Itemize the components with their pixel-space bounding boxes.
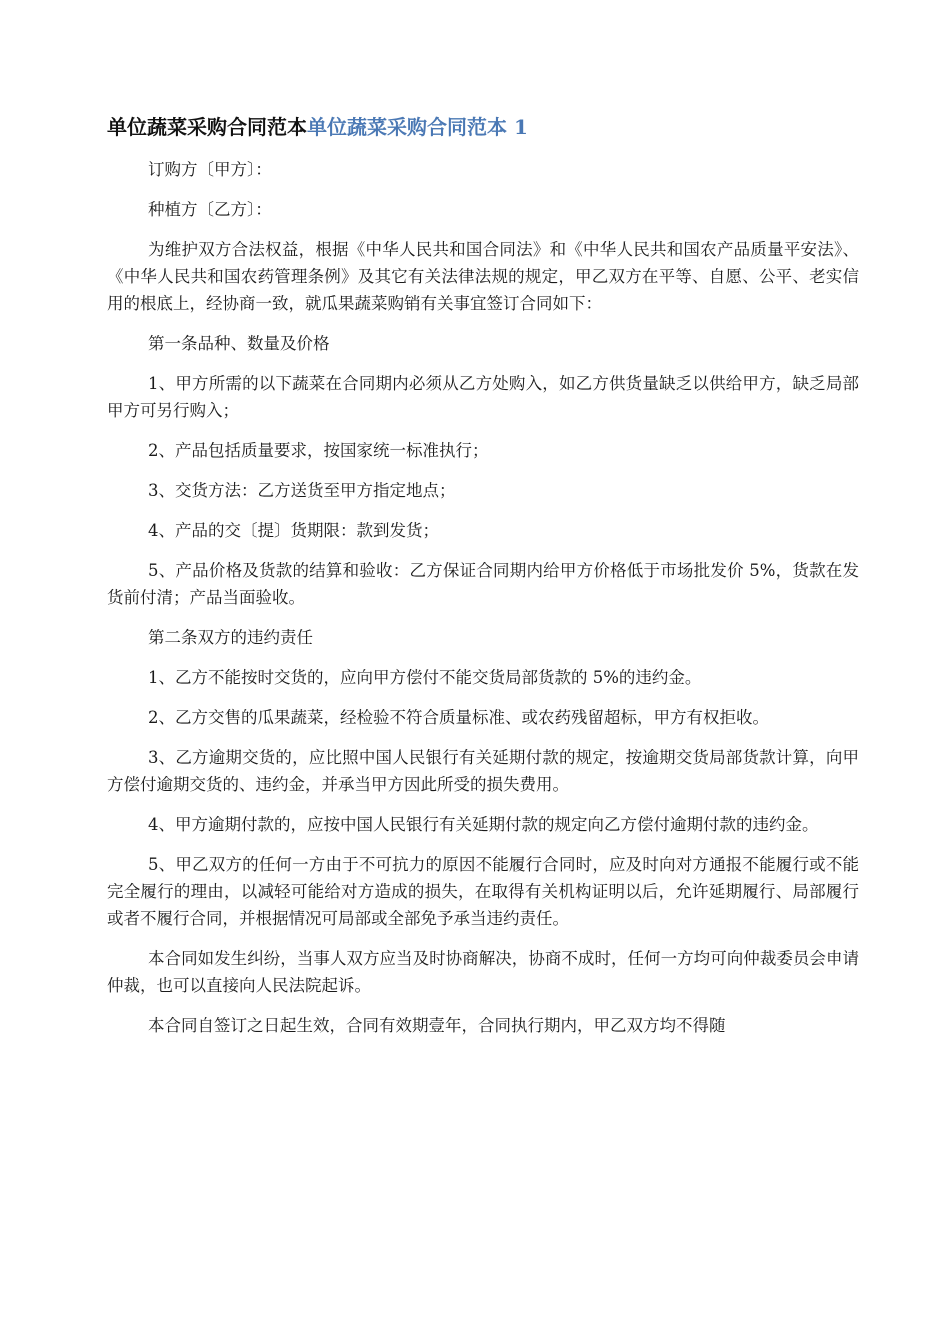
party-b-line: 种植方〔乙方〕： [148,200,272,219]
article-2-clause-3: 3、乙方逾期交货的，应比照中国人民银行有关延期付款的规定，按逾期交货局部货款计算，向甲方偿付逾期交货的、违约金，并承当甲方因此所受的损失费用。 [107,748,859,794]
article-2-clause-5: 5、甲乙双方的任何一方由于不可抗力的原因不能履行合同时，应及时向对方通报不能履行或不能完全履行的理由，以减轻可能给对方造成的损失，在取得有关机构证明以后，允许延期履行、局部履行或者不履行合同，并根据情况可局部或全部免予承当违约责任。 [107,855,859,928]
article-1-heading: 第一条品种、数量及价格 [148,334,330,353]
preamble-paragraph: 为维护双方合法权益，根据《中华人民共和国合同法》和《中华人民共和国农产品质量平安法》、《中华人民共和国农药管理条例》及其它有关法律法规的规定，甲乙双方在平等、自愿、公平、老实信用的根底上，经协商一致，就瓜果蔬菜购销有关事宜签订合同如下： [107,240,859,313]
effective-paragraph: 本合同自签订之日起生效，合同有效期壹年，合同执行期内，甲乙双方均不得随 [148,1016,726,1035]
dispute-paragraph: 本合同如发生纠纷，当事人双方应当及时协商解决，协商不成时，任何一方均可向仲裁委员会申请仲裁，也可以直接向人民法院起诉。 [107,949,859,995]
document-title [107,112,859,142]
article-2-clause-2: 2、乙方交售的瓜果蔬菜，经检验不符合质量标准、或农药残留超标，甲方有权拒收。 [148,708,769,727]
article-2-clause-1: 1、乙方不能按时交货的，应向甲方偿付不能交货局部货款的 5%的违约金。 [148,668,702,687]
party-a-line: 订购方〔甲方〕： [148,160,272,179]
article-1-clause-2: 2、产品包括质量要求，按国家统一标准执行； [148,441,489,460]
article-1-clause-1: 1、甲方所需的以下蔬菜在合同期内必须从乙方处购入，如乙方供货量缺乏以供给甲方，缺乏局部甲方可另行购入； [107,374,859,420]
article-1-clause-3: 3、交货方法：乙方送货至甲方指定地点； [148,481,456,500]
article-2-clause-4: 4、甲方逾期付款的，应按中国人民银行有关延期付款的规定向乙方偿付逾期付款的违约金。 [148,815,819,834]
article-1-clause-5: 5、产品价格及货款的结算和验收：乙方保证合同期内给甲方价格低于市场批发价 5%，货款在发货前付清；产品当面验收。 [107,561,859,607]
document-body [107,112,859,1052]
article-1-clause-4: 4、产品的交〔提〕货期限：款到发货； [148,521,439,540]
article-2-heading: 第二条双方的违约责任 [148,628,313,647]
title-main: 单位蔬菜采购合同范本 [107,115,307,139]
title-link[interactable]: 单位蔬菜采购合同范本 1 [307,115,528,139]
